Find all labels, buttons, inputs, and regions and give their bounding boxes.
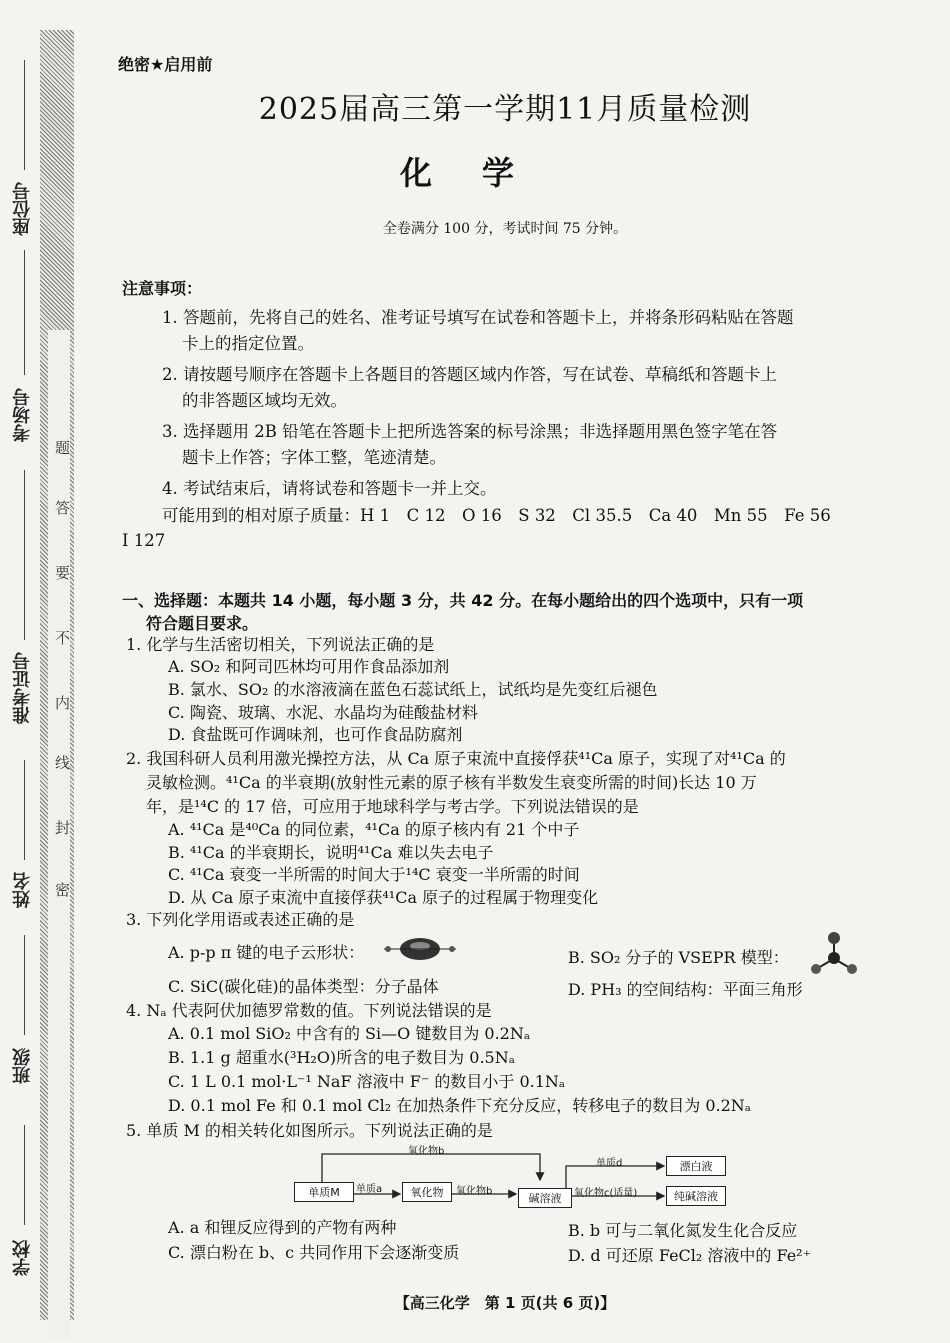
vsepr-model-icon — [806, 928, 862, 976]
label-oxide-c: 氧化物c(适量) — [574, 1188, 638, 1199]
node-soda-solution: 纯碱溶液 — [666, 1186, 726, 1206]
school-field: 学校 — [12, 1240, 33, 1276]
node-base-solution: 碱溶液 — [518, 1188, 572, 1208]
seal-strip — [48, 330, 70, 1340]
name-line[interactable] — [24, 760, 25, 860]
score-info: 全卷满分 100 分，考试时间 75 分钟。 — [382, 221, 628, 237]
q2-option-d: D. 从 Ca 原子束流中直接俘获⁴¹Ca 原子的过程属于物理变化 — [168, 888, 599, 907]
seal-char: 不 — [53, 630, 71, 645]
exam-room-field: 考场号 — [12, 388, 33, 442]
note-item: 2. 请按题号顺序在答题卡上各题目的答题区域内作答，写在试卷、草稿纸和答题卡上 — [162, 365, 777, 384]
q4-option-d: D. 0.1 mol Fe 和 0.1 mol Cl₂ 在加热条件下充分反应，转移电子的数目为 0.2Nₐ — [168, 1096, 751, 1115]
seal-char: 答 — [53, 500, 71, 515]
q1-option-a: A. SO₂ 和阿司匹林均可用作食品添加剂 — [168, 657, 450, 676]
note-item: 4. 考试结束后，请将试卷和答题卡一并上交。 — [162, 479, 497, 498]
ticket-number-field: 准考证号 — [12, 652, 33, 724]
school-line[interactable] — [24, 1125, 25, 1225]
seal-char: 密 — [53, 882, 71, 897]
node-element-m: 单质M — [294, 1182, 354, 1202]
seal-char: 封 — [53, 820, 71, 835]
label-element-d: 单质d — [596, 1158, 623, 1169]
note-item: 1. 答题前，先将自己的姓名、准考证号填写在试卷和答题卡上，并将条形码粘贴在答题 — [162, 308, 794, 327]
q5-stem: 5. 单质 M 的相关转化如图所示。下列说法正确的是 — [126, 1121, 493, 1140]
notes-heading: 注意事项： — [122, 279, 203, 298]
q2-option-b: B. ⁴¹Ca 的半衰期长，说明⁴¹Ca 难以失去电子 — [168, 843, 494, 862]
q1-stem: 1. 化学与生活密切相关，下列说法正确的是 — [126, 635, 435, 654]
atomic-masses-cont: I 127 — [122, 531, 166, 550]
q5-option-c: C. 漂白粉在 b、c 共同作用下会逐渐变质 — [168, 1243, 460, 1262]
label-oxide-b: 氧化物b — [456, 1186, 493, 1197]
section-heading: 一、选择题：本题共 14 小题，每小题 3 分，共 42 分。在每小题给出的四个选项中，只有一项 — [122, 591, 804, 610]
label-oxide-b-top: 氧化物b — [408, 1146, 445, 1157]
q5-flow-diagram — [290, 1142, 740, 1220]
q5-option-d: D. d 可还原 FeCl₂ 溶液中的 Fe²⁺ — [568, 1246, 812, 1265]
q4-stem: 4. Nₐ 代表阿伏加德罗常数的值。下列说法错误的是 — [126, 1001, 492, 1020]
exam-title: 2025届高三第一学期11月质量检测 — [258, 92, 752, 127]
class-field: 班级 — [12, 1048, 33, 1084]
q2-option-a: A. ⁴¹Ca 是⁴⁰Ca 的同位素，⁴¹Ca 的原子核内有 21 个中子 — [168, 820, 580, 839]
node-oxide: 氧化物 — [402, 1182, 452, 1202]
q3-option-b: B. SO₂ 分子的 VSEPR 模型： — [568, 948, 789, 967]
q1-option-d: D. 食盐既可作调味剂，也可作食品防腐剂 — [168, 725, 463, 744]
q3-stem: 3. 下列化学用语或表述正确的是 — [126, 910, 355, 929]
q4-option-a: A. 0.1 mol SiO₂ 中含有的 Si—O 键数目为 0.2Nₐ — [168, 1024, 531, 1043]
class-line[interactable] — [24, 935, 25, 1035]
q2-stem-cont: 年，是¹⁴C 的 17 倍，可应用于地球科学与考古学。下列说法错误的是 — [146, 797, 639, 816]
atomic-masses: 可能用到的相对原子质量：H 1 C 12 O 16 S 32 Cl 35.5 Ca 40 Mn 55 Fe 56 — [162, 506, 831, 525]
ticket-number-line[interactable] — [24, 470, 25, 640]
q4-option-c: C. 1 L 0.1 mol·L⁻¹ NaF 溶液中 F⁻ 的数目小于 0.1Nₐ — [168, 1072, 566, 1091]
note-item: 题卡上作答；字体工整，笔迹清楚。 — [182, 448, 446, 467]
note-item: 3. 选择题用 2B 铅笔在答题卡上把所选答案的标号涂黑；非选择题用黑色签字笔在答 — [162, 422, 778, 441]
node-bleach: 漂白液 — [666, 1156, 726, 1176]
q1-option-b: B. 氯水、SO₂ 的水溶液滴在蓝色石蕊试纸上，试纸均是先变红后褪色 — [168, 680, 658, 699]
q2-option-c: C. ⁴¹Ca 衰变一半所需的时间大于¹⁴C 衰变一半所需的时间 — [168, 865, 580, 884]
exam-room-line[interactable] — [24, 250, 25, 375]
q3-option-a: A. p-p π 键的电子云形状： — [168, 943, 365, 962]
name-field: 姓名 — [12, 872, 33, 908]
q2-stem: 2. 我国科研人员利用激光操控方法，从 Ca 原子束流中直接俘获⁴¹Ca 原子，实现了对⁴¹Ca 的 — [126, 749, 786, 768]
pi-bond-cloud-icon — [380, 934, 460, 964]
q1-option-c: C. 陶瓷、玻璃、水泥、水晶均为硅酸盐材料 — [168, 703, 478, 722]
seat-number-field: 座位号 — [12, 182, 33, 236]
seal-char: 内 — [53, 695, 71, 710]
q5-option-a: A. a 和锂反应得到的产物有两种 — [168, 1218, 397, 1237]
q4-option-b: B. 1.1 g 超重水(³H₂O)所含的电子数目为 0.5Nₐ — [168, 1048, 515, 1067]
q2-stem-cont: 灵敏检测。⁴¹Ca 的半衰期(放射性元素的原子核有半数发生衰变所需的时间)长达 10 万 — [146, 773, 757, 792]
q3-option-c: C. SiC(碳化硅)的晶体类型：分子晶体 — [168, 977, 439, 996]
note-item: 卡上的指定位置。 — [182, 334, 314, 353]
q3-option-d: D. PH₃ 的空间结构：平面三角形 — [568, 980, 803, 999]
section-heading-cont: 符合题目要求。 — [146, 614, 259, 633]
seal-char: 要 — [53, 565, 71, 580]
q5-option-b: B. b 可与二氧化氮发生化合反应 — [568, 1221, 798, 1240]
secret-label: 绝密★启用前 — [118, 55, 213, 74]
seal-char: 题 — [53, 440, 71, 455]
note-item: 的非答题区域均无效。 — [182, 391, 347, 410]
label-element-a: 单质a — [356, 1184, 383, 1195]
subject-title: 化学 — [400, 154, 565, 192]
seal-char: 线 — [53, 755, 71, 770]
page-footer: 【高三化学 第 1 页(共 6 页)】 — [394, 1294, 616, 1312]
